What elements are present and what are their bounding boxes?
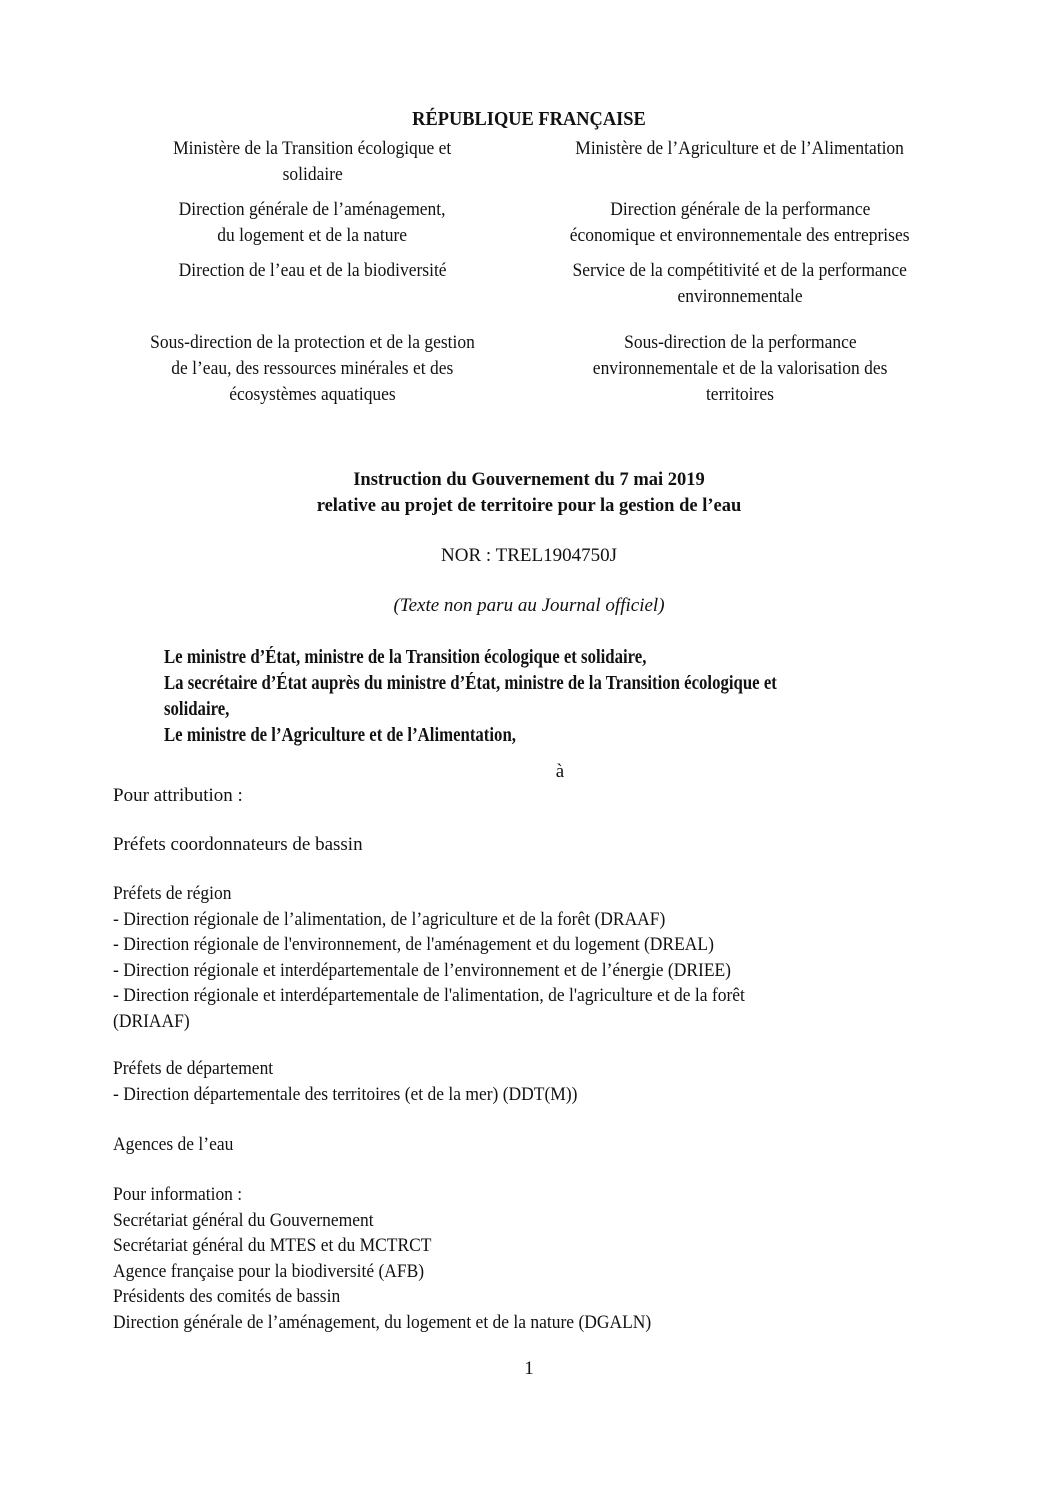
department-prefects-heading: Préfets de département xyxy=(113,1058,274,1079)
attribution-heading xyxy=(113,783,243,809)
region-prefects-item: - Direction régionale de l’alimentation, de l’agriculture et de la forêt (DRAAF) xyxy=(113,908,666,930)
header-left-dg-line: Direction générale de l’aménagement, xyxy=(179,199,446,220)
header-right-dg xyxy=(520,197,960,249)
header-right-dg-line: Direction générale de la performance xyxy=(609,199,871,220)
document-title xyxy=(0,467,1058,519)
information-item: Direction générale de l’aménagement, du logement et de la nature (DGALN) xyxy=(113,1311,652,1333)
header-right-subdirection xyxy=(520,330,960,408)
header-left-ministry-line: Ministère de la Transition écologique et xyxy=(173,138,452,159)
header-left-ministry-line: solidaire xyxy=(282,164,343,185)
water-agencies xyxy=(113,1132,244,1158)
page-number xyxy=(0,1356,1058,1382)
header-left-subdirection xyxy=(100,330,525,408)
signatory-line: La secrétaire d’État auprès du ministre d’État, ministre de la Transition écologique et xyxy=(164,673,777,694)
information-heading: Pour information : xyxy=(113,1184,243,1205)
region-prefects-item: - Direction régionale et interdépartementale de l’environnement et de l’énergie (DRIEE) xyxy=(113,959,732,981)
header-right-subdirection-line: Sous-direction de la performance xyxy=(623,332,857,353)
signatory-line: solidaire, xyxy=(164,699,230,720)
nor-reference xyxy=(0,543,1058,569)
header-right-ministry-line: Ministère de l’Agriculture et de l’Alimentation xyxy=(575,138,905,159)
header-left-dg xyxy=(100,197,525,249)
basin-coordinators xyxy=(113,832,363,858)
header-right-subdirection-line: environnementale et de la valorisation des xyxy=(592,358,888,379)
header-left-subdirection-line: de l’eau, des ressources minérales et des xyxy=(171,358,454,379)
document-title-line2: relative au projet de territoire pour la gestion de l’eau xyxy=(316,496,742,516)
header-right-dg-line: économique et environnementale des entreprises xyxy=(570,225,910,246)
region-prefects-item: - Direction régionale de l'environnement, de l'aménagement et du logement (DREAL) xyxy=(113,934,714,955)
region-prefects-heading: Préfets de région xyxy=(113,883,232,904)
signatory-line: Le ministre d’État, ministre de la Transition écologique et solidaire, xyxy=(164,647,647,668)
department-prefects xyxy=(113,1056,618,1107)
header-left-ministry xyxy=(100,136,525,188)
region-prefects-item: - Direction régionale et interdépartementale de l'alimentation, de l'agriculture et de la forêt xyxy=(113,985,745,1006)
recipient-preposition xyxy=(0,759,1058,785)
information-list xyxy=(113,1182,698,1335)
header-right-ministry xyxy=(520,136,960,162)
document-title-line1: Instruction du Gouvernement du 7 mai 2019 xyxy=(353,470,705,490)
region-prefects-item: (DRIAAF) xyxy=(113,1010,190,1032)
information-item: Agence française pour la biodiversité (AFB) xyxy=(113,1260,425,1282)
header-right-service xyxy=(520,258,960,310)
republic-heading xyxy=(0,106,1058,132)
publication-note-text: (Texte non paru au Journal officiel) xyxy=(393,595,665,616)
department-prefects-item: - Direction départementale des territoires (et de la mer) (DDT(M)) xyxy=(113,1083,578,1105)
signatories xyxy=(164,645,877,749)
header-left-direction xyxy=(100,258,525,284)
header-left-dg-line: du logement et de la nature xyxy=(217,225,408,246)
signatory-line: Le ministre de l’Agriculture et de l’Alimentation, xyxy=(164,725,516,746)
region-prefects xyxy=(113,881,800,1034)
attribution-heading-text: Pour attribution : xyxy=(113,785,243,806)
header-left-subdirection-line: Sous-direction de la protection et de la gestion xyxy=(150,332,475,353)
basin-coordinators-text: Préfets coordonnateurs de bassin xyxy=(113,834,363,855)
republic-heading-text: RÉPUBLIQUE FRANÇAISE xyxy=(412,108,646,130)
header-right-service-line: Service de la compétitivité et de la performance xyxy=(572,260,908,281)
header-left-subdirection-line: écosystèmes aquatiques xyxy=(229,384,396,405)
header-left-direction-line: Direction de l’eau et de la biodiversité xyxy=(178,260,447,281)
recipient-preposition-text: à xyxy=(555,761,565,782)
header-right-subdirection-line: territoires xyxy=(706,384,774,405)
information-item: Présidents des comités de bassin xyxy=(113,1286,341,1307)
information-item: Secrétariat général du Gouvernement xyxy=(113,1209,374,1231)
information-item: Secrétariat général du MTES et du MCTRCT xyxy=(113,1235,432,1256)
nor-reference-text: NOR : TREL1904750J xyxy=(441,545,617,566)
publication-note xyxy=(0,593,1058,619)
header-right-service-line: environnementale xyxy=(677,286,803,307)
water-agencies-text: Agences de l’eau xyxy=(113,1134,234,1155)
page-number-text: 1 xyxy=(524,1358,534,1379)
